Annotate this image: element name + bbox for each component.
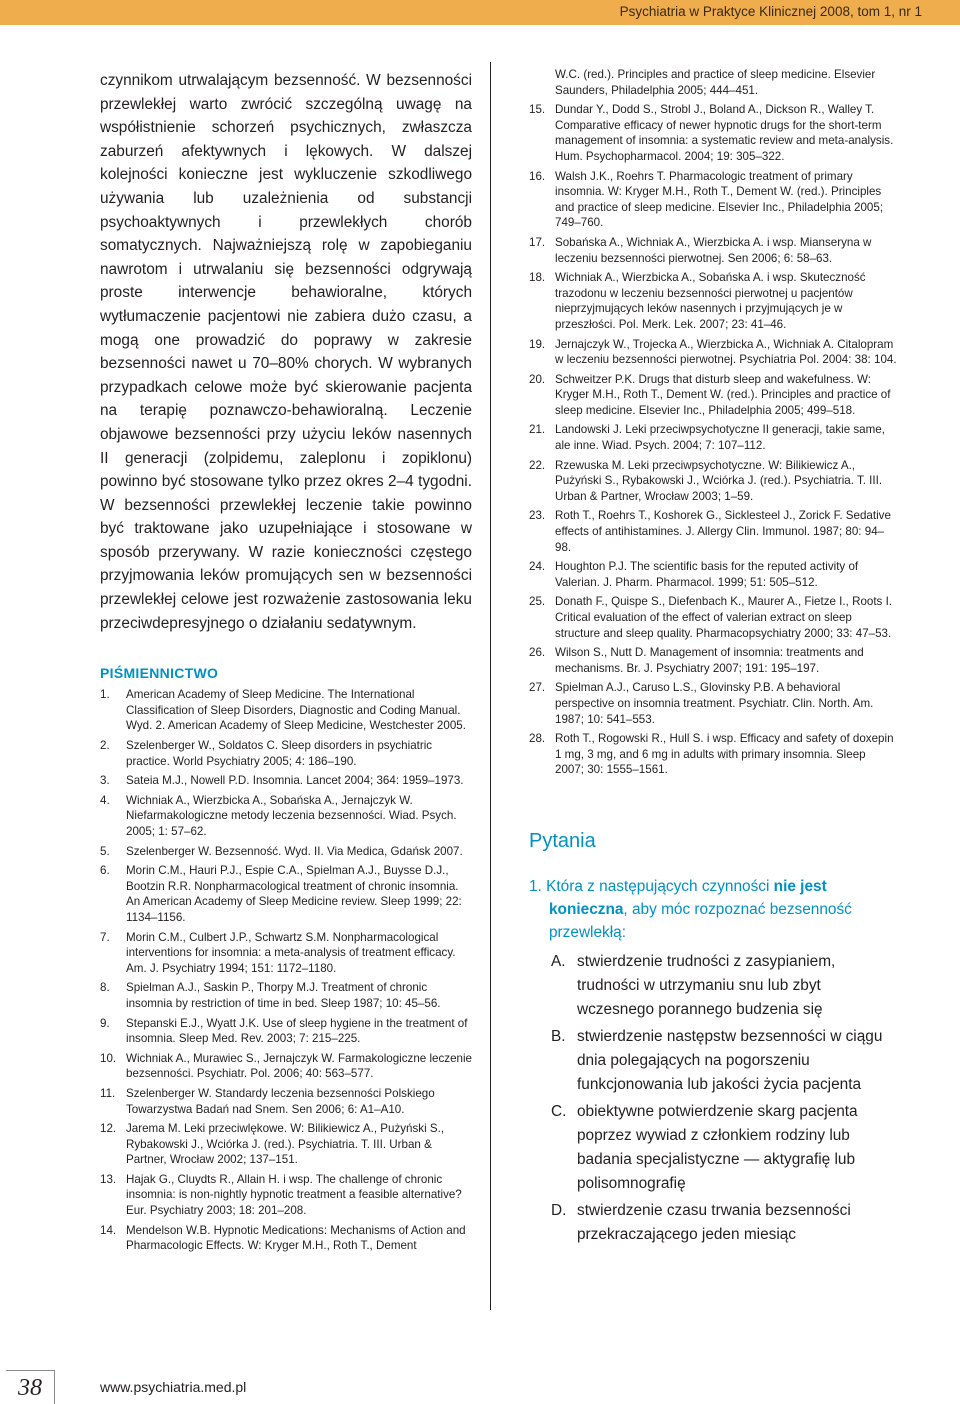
journal-header: Psychiatria w Praktyce Klinicznej 2008, tom 1, nr 1 <box>619 4 922 19</box>
reference-item <box>100 863 472 925</box>
reference-text: Wilson S., Nutt D. Management of insomnia: treatments and mechanisms. Br. J. Psychiatry 2007; 191: 195–197. <box>555 646 864 675</box>
reference-text: Sateia M.J., Nowell P.D. Insomnia. Lancet 2004; 364: 1959–1973. <box>126 774 464 788</box>
reference-item <box>529 235 897 266</box>
reference-item <box>100 1223 472 1254</box>
reference-number: 8. <box>100 981 110 995</box>
answer-letter: C. <box>551 1102 567 1120</box>
answer-letter: A. <box>551 952 566 970</box>
reference-number: 14. <box>100 1223 117 1237</box>
reference-item <box>529 102 897 164</box>
answer-text: stwierdzenie trudności z zasypianiem, trudności w utrzymaniu snu lub zbyt wczesnego porannego budzenia się <box>577 952 836 1018</box>
reference-number: 15. <box>529 103 546 117</box>
reference-number: 19. <box>529 337 546 351</box>
reference-text: Landowski J. Leki przeciwpsychotyczne II generacji, takie same, ale inne. Wiad. Psych. 2004; 7: 107–112. <box>555 423 885 453</box>
reference-number: 10. <box>100 1051 117 1065</box>
reference-text: Roth T., Rogowski R., Hull S. i wsp. Efficacy and safety of doxepin 1 mg, 3 mg, and 6 mg in adults with primary insomnia. Sleep 2007; 30: 1555–1561. <box>555 732 894 777</box>
references-list-right-items <box>529 102 897 778</box>
reference-text: Spielman A.J., Caruso L.S., Glovinsky P.B. A behavioral perspective on insomnia treatment. Psychiatr. Clin. North. Am. 1987; 10: 541–553. <box>555 681 874 726</box>
answer-letter: B. <box>551 1027 566 1045</box>
reference-item <box>100 738 472 769</box>
references-heading: PIŚMIENNICTWO <box>100 665 219 682</box>
references-list-right <box>529 67 897 98</box>
reference-number: 21. <box>529 423 546 437</box>
reference-item <box>529 680 897 727</box>
reference-item <box>100 687 472 734</box>
reference-item <box>529 594 897 641</box>
reference-text: Donath F., Quispe S., Diefenbach K., Maurer A., Fietze I., Roots I. Critical evaluation of the effect of valerian extract on sleep structure and sleep quality. Pharmacopsychiatry 2000; 33: 47–53. <box>555 595 893 640</box>
reference-item <box>529 372 897 419</box>
left-column <box>100 69 472 1258</box>
reference-text: Spielman A.J., Saskin P., Thorpy M.J. Treatment of chronic insomnia by restriction of time in bed. Sleep 1987; 10: 45–56. <box>126 981 441 1010</box>
reference-number: 22. <box>529 458 546 472</box>
reference-text: Szelenberger W., Soldatos C. Sleep disorders in psychiatric practice. World Psychiatry 2005; 4: 186–190. <box>126 739 433 768</box>
reference-text: Houghton P.J. The scientific basis for the reputed activity of Valerian. J. Pharm. Pharmacol. 1999; 51: 505–512. <box>555 560 859 589</box>
reference-item <box>100 793 472 840</box>
reference-number: 26. <box>529 646 546 660</box>
right-column <box>529 67 897 1250</box>
reference-text: Jernajczyk W., Trojecka A., Wierzbicka A., Wichniak A. Citalopram w leczeniu bezsenności pierwotnej. Psychiatria Pol. 2004: 38: 104. <box>555 337 897 367</box>
reference-item <box>529 458 897 505</box>
reference-text: Dundar Y., Dodd S., Strobl J., Boland A., Dickson R., Walley T. Comparative efficacy of newer hypnotic drugs for the short-term management of insomnia: a systematic review and meta-analysis. Hum. Psychopharmacol. 2004; 19: 305–322. <box>555 103 894 163</box>
reference-text: Morin C.M., Culbert J.P., Schwartz S.M. Nonpharmacological interventions for insomnia: a meta-analysis of treatment efficacy. Am. J. Psychiatry 1994; 151: 1172–1180. <box>126 930 456 975</box>
answer-text: obiektywne potwierdzenie skarg pacjenta poprzez wywiad z członkiem rodziny lub badania specjalistyczne — aktygrafię lub polisomnografię <box>577 1102 858 1192</box>
body-paragraph: czynnikom utrwalającym bezsenność. W bezsenności przewlekłej warto zwrócić szczególną uwagę na współistnienie schorzeń psychicznych, zwłaszcza zaburzeń afektywnych i lękowych. W dalszej kolejności konieczne jest wykluczenie szkodliwego używania lub uzależnienia od substancji psychoaktywnych i przewlekłych chorób somatycznych. Najważniejszą rolę w zapobieganiu nawrotom i utrwalaniu się bezsenności odgrywają proste interwencje behawioralne, których wytłumaczenie pacjentowi nie zabiera dużo czasu, a mogą one prowadzić do poprawy w zakresie bezsenności nawet u 70–80% chorych. W wybranych przypadkach celowe może być skierowanie pacjenta na terapię poznawczo-behawioralną. Leczenie objawowe bezsenności przy użyciu leków nasennych II generacji (zolpidemu, zaleplonu i zopiklonu) powinno być stosowane tylko przez okres 2–4 tygodni. W bezsenności przewlekłej leczenie takie powinno być traktowane jako uzupełniające i stosowane w sposób przerywany. W razie konieczności częstego przyjmowania leków promujących sen w bezsenności przewlekłej celowe jest rozważenie zastosowania leku przeciwdepresyjnego o działaniu sedatywnym. <box>100 72 472 632</box>
reference-text: Rzewuska M. Leki przeciwpsychotyczne. W: Bilikiewicz A., Pużyński S., Rybakowski J., Wciórka J. (red.). Psychiatria. T. III. Urban & Partner, Wrocław 2003; 1–59. <box>555 458 883 503</box>
reference-number: 25. <box>529 595 546 609</box>
page-number-box <box>6 1370 55 1404</box>
reference-number: 4. <box>100 793 110 807</box>
answer-text: stwierdzenie następstw bezsenności w ciągu dnia polegających na pogorszeniu funkcjonowania lub jakości życia pacjenta <box>577 1027 883 1093</box>
reference-item <box>529 270 897 332</box>
answer-option <box>529 1100 897 1196</box>
reference-item <box>100 1051 472 1082</box>
reference-text: Stepanski E.J., Wyatt J.K. Use of sleep hygiene in the treatment of insomnia. Sleep Med. Rev. 2003; 7: 215–225. <box>126 1016 468 1046</box>
answer-list <box>529 950 897 1247</box>
reference-number: 23. <box>529 509 546 523</box>
reference-number: 12. <box>100 1122 117 1136</box>
reference-text: American Academy of Sleep Medicine. The International Classification of Sleep Disorders, Diagnostic and Coding Manual. Wyd. 2. American Academy of Sleep Medicine, Westchester 2005. <box>126 688 466 733</box>
reference-text: Schweitzer P.K. Drugs that disturb sleep and wakefulness. W: Kryger M.H., Roth T., Dement W. (red.). Principles and practice of sleep medicine. Elsevier Inc., Philadelphia 2005; 499–518. <box>555 372 891 417</box>
reference-text: Sobańska A., Wichniak A., Wierzbicka A. i wsp. Mianseryna w leczeniu bezsenności pierwotnej. Sen 2006; 6: 58–63. <box>555 235 872 265</box>
footer-url: www.psychiatria.med.pl <box>100 1379 247 1395</box>
reference-number: 3. <box>100 774 110 788</box>
reference-text: Walsh J.K., Roehrs T. Pharmacologic treatment of primary insomnia. W: Kryger M.H., Roth T., Dement W. (red.). Principles and practice of sleep medicine. Elsevier Inc., Philadelphia 2005; 749–760. <box>555 169 884 230</box>
reference-item <box>100 1016 472 1047</box>
question-emphasis: nie jest konieczna <box>549 877 827 918</box>
reference-item <box>100 1086 472 1117</box>
reference-number: 9. <box>100 1016 110 1030</box>
reference-number: 2. <box>100 739 110 753</box>
answer-text: stwierdzenie czasu trwania bezsenności przekraczającego jeden miesiąc <box>577 1201 851 1243</box>
reference-item <box>100 1121 472 1168</box>
reference-number: 20. <box>529 372 546 386</box>
reference-continuation: W.C. (red.). Principles and practice of sleep medicine. Elsevier Saunders, Philadelphia 2005; 444–451. <box>555 68 876 97</box>
reference-number: 13. <box>100 1172 117 1186</box>
reference-number: 1. <box>100 688 110 702</box>
reference-item <box>529 337 897 368</box>
answer-option <box>529 1199 897 1247</box>
journal-header-bar <box>0 0 960 25</box>
reference-number: 11. <box>100 1086 116 1100</box>
reference-item <box>100 930 472 977</box>
reference-text: Morin C.M., Hauri P.J., Espie C.A., Spielman A.J., Buysse D.J., Bootzin R.R. Nonpharmacological treatment of chronic insomnia. An American Academy of Sleep Medicine review. Sleep 1999; 22: 1134–1156. <box>126 864 462 924</box>
question-1: 1. Która z następujących czynności nie jest konieczna, aby móc rozpoznać bezsenność przewlekłą: <box>529 877 852 941</box>
reference-text: Wichniak A., Wierzbicka A., Sobańska A. i wsp. Skuteczność trazodonu w leczeniu bezsenności pierwotnej u pacjentów nieprzyjmujących leków nasennych i przyjmujących je w przeszłości. Pol. Merk. Lek. 2007; 23: 41–46. <box>555 271 866 331</box>
reference-item <box>529 559 897 590</box>
reference-text: Wichniak A., Wierzbicka A., Sobańska A., Jernajczyk W. Niefarmakologiczne metody leczenia bezsenności. Wiad. Psych. 2005; 1: 57–62. <box>126 793 457 838</box>
answer-option <box>529 1025 897 1097</box>
reference-text: Jarema M. Leki przeciwlękowe. W: Bilikiewicz A., Pużyński S., Rybakowski J., Wciórka J. (red.). Psychiatria. T. III. Urban & Partner, Wrocław 2002; 137–151. <box>126 1122 445 1167</box>
reference-item <box>529 169 897 231</box>
reference-text: Szelenberger W. Bezsenność. Wyd. II. Via Medica, Gdańsk 2007. <box>126 844 463 858</box>
reference-text: Wichniak A., Murawiec S., Jernajczyk W. Farmakologiczne leczenie bezsenności. Psychiatr. Pol. 2006; 40: 563–577. <box>126 1051 473 1081</box>
reference-item <box>529 645 897 676</box>
questions-heading: Pytania <box>529 829 596 852</box>
reference-item <box>529 508 897 555</box>
reference-number: 28. <box>529 732 546 746</box>
reference-text: Hajak G., Cluydts R., Allain H. i wsp. The challenge of chronic insomnia: is non-nightly hypnotic treatment a feasible alternative? Eur. Psychiatry 2003; 18: 201–208. <box>126 1172 462 1218</box>
reference-number: 27. <box>529 681 546 695</box>
reference-text: Mendelson W.B. Hypnotic Medications: Mechanisms of Action and Pharmacologic Effects. W: Kryger M.H., Roth T., Dement <box>126 1223 466 1253</box>
reference-item <box>529 422 897 453</box>
reference-number: 18. <box>529 271 546 285</box>
reference-text: Roth T., Roehrs T., Koshorek G., Sicklesteel J., Zorick F. Sedative effects of antihistamines. J. Allergy Clin. Immunol. 1987; 80: 94–98. <box>555 509 891 554</box>
reference-number: 16. <box>529 169 546 183</box>
reference-item <box>100 1172 472 1219</box>
reference-item <box>100 980 472 1011</box>
reference-item <box>100 844 472 860</box>
reference-item <box>529 731 897 778</box>
reference-text: Szelenberger W. Standardy leczenia bezsenności Polskiego Towarzystwa Badań nad Snem. Sen 2006; 6: A1–A10. <box>126 1086 435 1116</box>
answer-letter: D. <box>551 1201 567 1219</box>
reference-number: 24. <box>529 560 546 574</box>
reference-number: 5. <box>100 844 110 858</box>
reference-number: 17. <box>529 235 546 249</box>
column-divider <box>490 62 491 1310</box>
page-number: 38 <box>18 1375 42 1401</box>
answer-option <box>529 950 897 1022</box>
references-list-left <box>100 687 472 1254</box>
reference-number: 7. <box>100 930 110 944</box>
reference-number: 6. <box>100 864 110 878</box>
reference-item <box>100 773 472 789</box>
